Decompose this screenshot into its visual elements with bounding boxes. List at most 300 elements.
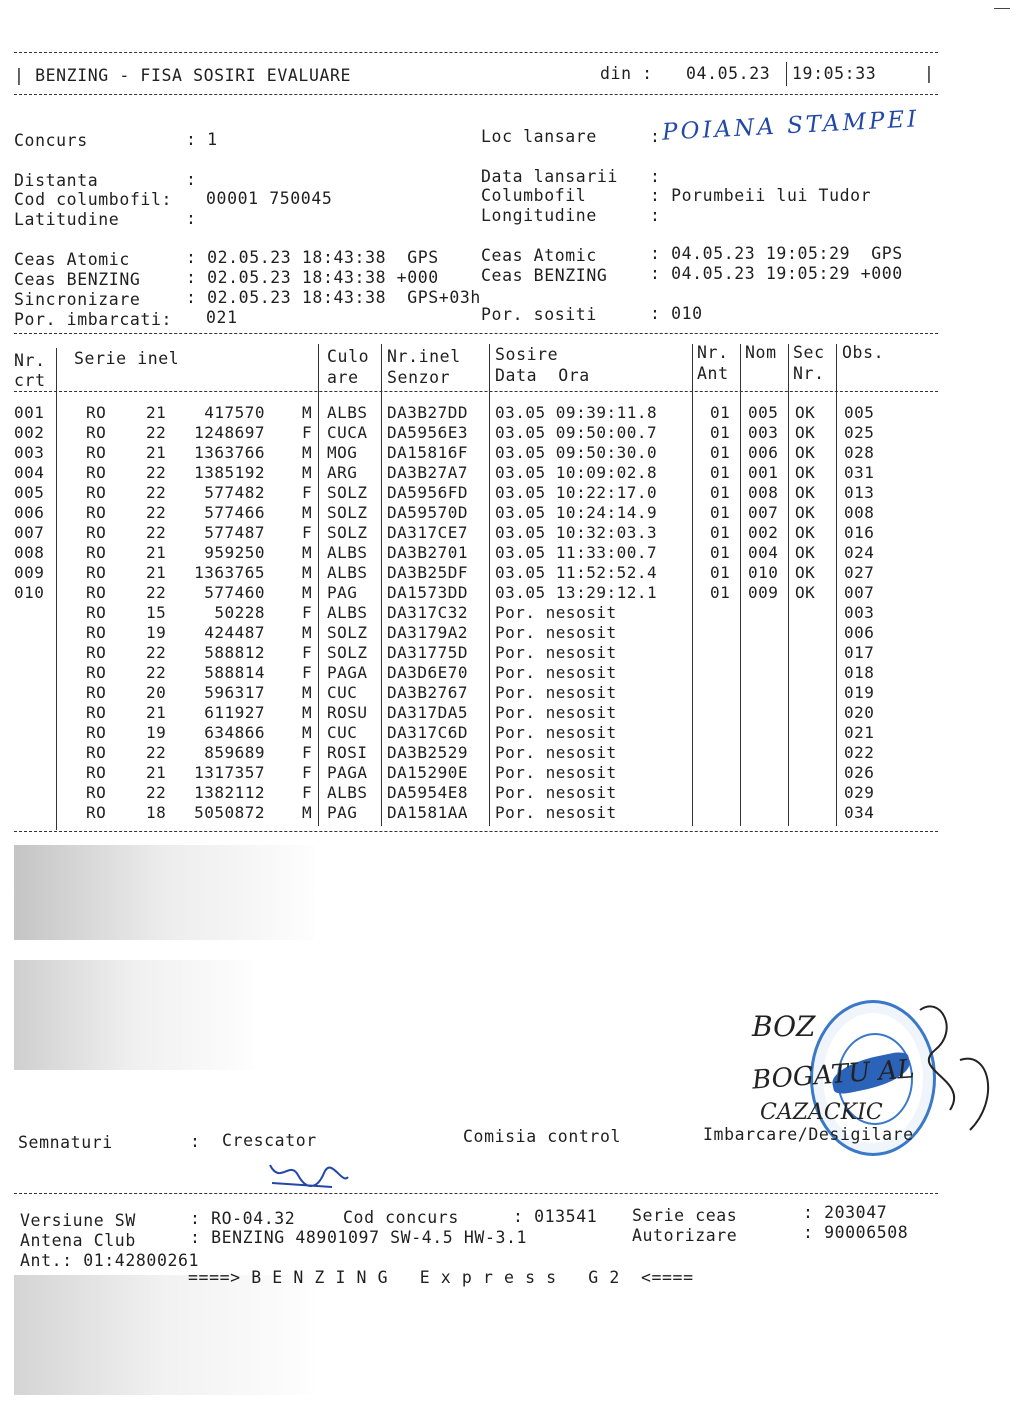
row-color: ROSI: [327, 743, 368, 762]
row-antenna: 01: [710, 403, 731, 422]
row-year: 22: [146, 663, 167, 682]
row-year: 21: [146, 543, 167, 562]
loc-lansare-label: Loc lansare: [481, 127, 597, 146]
row-arrival: Por. nesosit: [495, 783, 617, 802]
columbofil-label: Columbofil: [481, 186, 587, 205]
row-color: CUC: [327, 723, 358, 742]
row-sensor: DA3179A2: [387, 623, 469, 642]
row-arrival: 03.05 11:33:00.7: [495, 543, 658, 562]
column-separator: [489, 344, 490, 826]
row-sec: OK: [795, 543, 816, 562]
row-year: 19: [146, 623, 167, 642]
longitudine-value: :: [650, 206, 661, 225]
longitudine-label: Longitudine: [481, 206, 597, 225]
row-antenna: 01: [710, 443, 731, 462]
row-obs: 020: [844, 703, 875, 722]
row-sec: OK: [795, 423, 816, 442]
row-country: RO: [86, 583, 107, 602]
row-sensor: DA3B25DF: [387, 563, 469, 582]
row-sex: M: [302, 443, 313, 462]
ceas-benzing-start-value: : 02.05.23 18:43:38 +000: [186, 268, 439, 287]
row-arrival: Por. nesosit: [495, 663, 617, 682]
row-country: RO: [86, 503, 107, 522]
row-arrival: 03.05 09:39:11.8: [495, 403, 658, 422]
por-imbarcati-label: Por. imbarcati:: [14, 310, 173, 329]
semnaturi-label: Semnaturi: [18, 1133, 113, 1152]
row-sensor: DA3B2701: [387, 543, 469, 562]
row-sex: M: [302, 563, 313, 582]
row-arrival: Por. nesosit: [495, 723, 617, 742]
row-antenna: 01: [710, 563, 731, 582]
row-sex: M: [302, 403, 313, 422]
row-ring: 959250: [204, 543, 265, 562]
row-nom: 004: [748, 543, 779, 562]
row-sensor: DA15290E: [387, 763, 469, 782]
row-color: SOLZ: [327, 503, 368, 522]
footer-top-rule: [14, 1193, 938, 1194]
print-smudge: [14, 960, 254, 1070]
row-country: RO: [86, 443, 107, 462]
comisia-label: Comisia control: [463, 1127, 622, 1146]
col-header-senzor: Senzor: [387, 368, 451, 387]
row-year: 22: [146, 583, 167, 602]
row-color: ALBS: [327, 783, 368, 802]
row-color: SOLZ: [327, 643, 368, 662]
row-country: RO: [86, 483, 107, 502]
row-obs: 013: [844, 483, 875, 502]
ceas-benzing-end-label: Ceas BENZING: [481, 266, 608, 285]
row-ring: 577466: [204, 503, 265, 522]
row-nom: 001: [748, 463, 779, 482]
column-separator: [740, 344, 741, 826]
row-country: RO: [86, 803, 107, 822]
row-country: RO: [86, 683, 107, 702]
row-ring: 611927: [204, 703, 265, 722]
row-sensor: DA1581AA: [387, 803, 469, 822]
row-sex: M: [302, 703, 313, 722]
row-arrival: Por. nesosit: [495, 743, 617, 762]
row-sex: M: [302, 543, 313, 562]
row-sex: M: [302, 503, 313, 522]
col-header-nom: Nom: [745, 343, 777, 362]
row-antenna: 01: [710, 423, 731, 442]
row-country: RO: [86, 743, 107, 762]
row-arrival: 03.05 10:09:02.8: [495, 463, 658, 482]
row-sensor: DA59570D: [387, 503, 469, 522]
row-sensor: DA317C6D: [387, 723, 469, 742]
col-header-serie: Serie inel: [74, 349, 180, 368]
signature-name-1: BOZ: [752, 1010, 816, 1043]
antena-value: : BENZING 48901097 SW-4.5 HW-3.1: [190, 1228, 528, 1247]
row-obs: 019: [844, 683, 875, 702]
distanta-label: Distanta: [14, 171, 99, 190]
table-header-rule: [14, 391, 938, 392]
row-year: 21: [146, 403, 167, 422]
row-sec: OK: [795, 443, 816, 462]
row-antenna: 01: [710, 503, 731, 522]
row-country: RO: [86, 523, 107, 542]
row-obs: 017: [844, 643, 875, 662]
row-sensor: DA5954E8: [387, 783, 469, 802]
row-number: 001: [14, 403, 45, 422]
row-sec: OK: [795, 403, 816, 422]
row-country: RO: [86, 423, 107, 442]
row-sec: OK: [795, 463, 816, 482]
row-arrival: 03.05 09:50:30.0: [495, 443, 658, 462]
row-ring: 5050872: [194, 803, 265, 822]
row-ring: 859689: [204, 743, 265, 762]
row-color: MOG: [327, 443, 358, 462]
col-header-nrinel: Nr.inel: [387, 347, 461, 366]
report-title: | BENZING - FISA SOSIRI EVALUARE: [14, 66, 352, 85]
row-number: 002: [14, 423, 45, 442]
row-number: 009: [14, 563, 45, 582]
row-country: RO: [86, 703, 107, 722]
col-header-secnr: Nr.: [793, 364, 825, 383]
row-ring: 577487: [204, 523, 265, 542]
row-ring: 596317: [204, 683, 265, 702]
row-obs: 031: [844, 463, 875, 482]
row-ring: 634866: [204, 723, 265, 742]
columbofil-value: : Porumbeii lui Tudor: [650, 186, 872, 205]
row-ring: 1248697: [194, 423, 265, 442]
signature-name-3: CAZACKIC: [760, 1100, 883, 1125]
ant-line: Ant.: 01:42800261: [20, 1251, 200, 1270]
ceas-benzing-start-label: Ceas BENZING: [14, 270, 141, 289]
ceas-atomic-start-value: : 02.05.23 18:43:38 GPS: [186, 248, 439, 267]
row-color: SOLZ: [327, 483, 368, 502]
header-top-rule: [14, 52, 938, 53]
row-sex: F: [302, 423, 313, 442]
row-sex: F: [302, 743, 313, 762]
row-sensor: DA317C32: [387, 603, 469, 622]
row-arrival: 03.05 10:32:03.3: [495, 523, 658, 542]
row-year: 22: [146, 503, 167, 522]
row-ring: 1317357: [194, 763, 265, 782]
row-ring: 50228: [214, 603, 265, 622]
row-sex: F: [302, 643, 313, 662]
row-country: RO: [86, 603, 107, 622]
row-ring: 1385192: [194, 463, 265, 482]
row-obs: 022: [844, 743, 875, 762]
row-number: 008: [14, 543, 45, 562]
row-obs: 026: [844, 763, 875, 782]
row-obs: 003: [844, 603, 875, 622]
col-header-nr: Nr.: [14, 351, 46, 370]
row-country: RO: [86, 783, 107, 802]
row-country: RO: [86, 663, 107, 682]
row-country: RO: [86, 463, 107, 482]
row-obs: 024: [844, 543, 875, 562]
row-obs: 021: [844, 723, 875, 742]
row-sensor: DA15816F: [387, 443, 469, 462]
report-date: 04.05.23: [686, 64, 771, 83]
row-country: RO: [86, 403, 107, 422]
row-number: 003: [14, 443, 45, 462]
row-year: 21: [146, 763, 167, 782]
row-ring: 577482: [204, 483, 265, 502]
row-arrival: Por. nesosit: [495, 643, 617, 662]
row-ring: 424487: [204, 623, 265, 642]
row-obs: 029: [844, 783, 875, 802]
versiune-label: Versiune SW: [20, 1211, 136, 1230]
benzing-brand-line: ====> B E N Z I N G E x p r e s s G 2 <====: [188, 1268, 694, 1287]
cod-columbofil-label: Cod columbofil:: [14, 190, 173, 209]
por-imbarcati-value: 021: [206, 308, 238, 327]
row-sex: M: [302, 623, 313, 642]
row-sex: F: [302, 783, 313, 802]
latitudine-label: Latitudine: [14, 210, 120, 229]
column-separator: [381, 344, 382, 826]
row-sensor: DA3B2529: [387, 743, 469, 762]
row-color: ALBS: [327, 603, 368, 622]
row-year: 22: [146, 643, 167, 662]
por-sositi-value: : 010: [650, 304, 703, 323]
header-end-bar: |: [924, 64, 935, 83]
crescator-label: Crescator: [222, 1131, 317, 1150]
row-sec: OK: [795, 523, 816, 542]
concurs-value: : 1: [186, 130, 218, 149]
column-separator: [56, 348, 57, 830]
row-arrival: 03.05 11:52:52.4: [495, 563, 658, 582]
autorizare-value: : 90006508: [803, 1223, 909, 1242]
column-separator: [788, 344, 789, 826]
row-sensor: DA5956FD: [387, 483, 469, 502]
latitudine-value: :: [186, 209, 197, 228]
serie-ceas-value: : 203047: [803, 1203, 888, 1222]
row-sensor: DA1573DD: [387, 583, 469, 602]
row-ring: 588814: [204, 663, 265, 682]
serie-ceas-label: Serie ceas: [632, 1206, 738, 1225]
row-year: 21: [146, 443, 167, 462]
concurs-label: Concurs: [14, 131, 88, 150]
corner-mark: [994, 8, 1010, 9]
row-sex: F: [302, 603, 313, 622]
row-arrival: Por. nesosit: [495, 683, 617, 702]
header-separator: [786, 62, 787, 86]
row-year: 19: [146, 723, 167, 742]
autorizare-label: Autorizare: [632, 1226, 738, 1245]
row-sensor: DA317DA5: [387, 703, 469, 722]
ceas-atomic-end-value: : 04.05.23 19:05:29 GPS: [650, 244, 903, 263]
row-sex: M: [302, 723, 313, 742]
row-year: 22: [146, 783, 167, 802]
row-number: 010: [14, 583, 45, 602]
row-arrival: Por. nesosit: [495, 603, 617, 622]
header-bottom-rule: [14, 94, 938, 95]
signature-name-2: BOGATU AL: [751, 1054, 916, 1096]
row-color: PAG: [327, 583, 358, 602]
row-sensor: DA31775D: [387, 643, 469, 662]
row-nom: 006: [748, 443, 779, 462]
row-country: RO: [86, 723, 107, 742]
row-arrival: Por. nesosit: [495, 803, 617, 822]
row-obs: 016: [844, 523, 875, 542]
row-country: RO: [86, 543, 107, 562]
row-year: 20: [146, 683, 167, 702]
row-obs: 025: [844, 423, 875, 442]
row-sensor: DA3B27DD: [387, 403, 469, 422]
crescator-signature: [262, 1155, 352, 1195]
row-arrival: 03.05 10:22:17.0: [495, 483, 658, 502]
cod-concurs-label: Cod concurs: [343, 1208, 459, 1227]
ceas-atomic-start-label: Ceas Atomic: [14, 250, 130, 269]
row-arrival: 03.05 09:50:00.7: [495, 423, 658, 442]
row-antenna: 01: [710, 483, 731, 502]
row-sex: M: [302, 803, 313, 822]
row-number: 006: [14, 503, 45, 522]
signature-scribble: [900, 990, 1020, 1150]
ceas-atomic-end-label: Ceas Atomic: [481, 246, 597, 265]
row-sec: OK: [795, 483, 816, 502]
loc-lansare-handwritten: POIANA STAMPEI: [661, 106, 920, 146]
print-smudge: [14, 845, 314, 940]
row-sex: F: [302, 663, 313, 682]
row-ring: 1363766: [194, 443, 265, 462]
row-country: RO: [86, 643, 107, 662]
col-header-sosire: Sosire: [495, 345, 559, 364]
row-year: 15: [146, 603, 167, 622]
cod-concurs-value: : 013541: [513, 1207, 598, 1226]
col-header-data-ora: Data Ora: [495, 366, 590, 385]
row-antenna: 01: [710, 583, 731, 602]
row-sex: F: [302, 483, 313, 502]
row-obs: 028: [844, 443, 875, 462]
row-nom: 002: [748, 523, 779, 542]
row-color: SOLZ: [327, 523, 368, 542]
row-ring: 588812: [204, 643, 265, 662]
report-time: 19:05:33: [792, 64, 877, 83]
col-header-ant: Ant: [697, 364, 729, 383]
imbarcare-label: Imbarcare/Desigilare: [703, 1125, 914, 1144]
row-sensor: DA5956E3: [387, 423, 469, 442]
row-color: ARG: [327, 463, 358, 482]
table-top-rule: [14, 333, 938, 334]
row-obs: 018: [844, 663, 875, 682]
report-date-label: din :: [600, 64, 653, 83]
row-sex: M: [302, 683, 313, 702]
row-nom: 005: [748, 403, 779, 422]
row-sensor: DA317CE7: [387, 523, 469, 542]
column-separator: [692, 344, 693, 826]
row-year: 22: [146, 423, 167, 442]
row-obs: 006: [844, 623, 875, 642]
row-ring: 1363765: [194, 563, 265, 582]
row-sex: M: [302, 583, 313, 602]
row-year: 22: [146, 463, 167, 482]
sincronizare-label: Sincronizare: [14, 290, 141, 309]
loc-lansare-value: :: [650, 127, 661, 146]
row-arrival: Por. nesosit: [495, 763, 617, 782]
row-nom: 009: [748, 583, 779, 602]
row-color: PAG: [327, 803, 358, 822]
row-year: 22: [146, 743, 167, 762]
row-arrival: Por. nesosit: [495, 623, 617, 642]
col-header-nrant: Nr.: [697, 343, 729, 362]
por-sositi-label: Por. sositi: [481, 305, 597, 324]
row-year: 22: [146, 483, 167, 502]
cod-columbofil-value: 00001 750045: [206, 189, 333, 208]
row-year: 18: [146, 803, 167, 822]
col-header-sec: Sec: [793, 343, 825, 362]
row-ring: 417570: [204, 403, 265, 422]
row-color: CUC: [327, 683, 358, 702]
row-number: 005: [14, 483, 45, 502]
row-arrival: 03.05 13:29:12.1: [495, 583, 658, 602]
col-header-culo: Culo: [327, 347, 370, 366]
distanta-value: :: [186, 170, 197, 189]
col-header-crt: crt: [14, 371, 46, 390]
row-color: ALBS: [327, 563, 368, 582]
table-bottom-rule: [14, 831, 938, 832]
row-arrival: 03.05 10:24:14.9: [495, 503, 658, 522]
row-ring: 577460: [204, 583, 265, 602]
row-number: 004: [14, 463, 45, 482]
row-sec: OK: [795, 503, 816, 522]
row-sex: M: [302, 463, 313, 482]
row-country: RO: [86, 763, 107, 782]
row-obs: 007: [844, 583, 875, 602]
row-nom: 007: [748, 503, 779, 522]
row-obs: 027: [844, 563, 875, 582]
semnaturi-colon: :: [190, 1132, 201, 1151]
row-color: SOLZ: [327, 623, 368, 642]
row-obs: 034: [844, 803, 875, 822]
row-sensor: DA3B27A7: [387, 463, 469, 482]
row-antenna: 01: [710, 523, 731, 542]
row-color: ROSU: [327, 703, 368, 722]
row-obs: 005: [844, 403, 875, 422]
row-obs: 008: [844, 503, 875, 522]
column-separator: [318, 344, 319, 826]
data-lansarii-label: Data lansarii: [481, 167, 618, 186]
row-sec: OK: [795, 563, 816, 582]
data-lansarii-value: :: [650, 167, 661, 186]
col-header-are: are: [327, 368, 359, 387]
column-separator: [836, 344, 837, 826]
row-color: PAGA: [327, 763, 368, 782]
row-year: 22: [146, 523, 167, 542]
row-sensor: DA3B2767: [387, 683, 469, 702]
col-header-obs: Obs.: [842, 343, 885, 362]
row-year: 21: [146, 563, 167, 582]
row-country: RO: [86, 563, 107, 582]
ceas-benzing-end-value: : 04.05.23 19:05:29 +000: [650, 264, 903, 283]
antena-label: Antena Club: [20, 1231, 136, 1250]
print-smudge: [14, 1275, 314, 1395]
row-color: CUCA: [327, 423, 368, 442]
row-color: ALBS: [327, 543, 368, 562]
row-antenna: 01: [710, 543, 731, 562]
sincronizare-value: : 02.05.23 18:43:38 GPS+03h: [186, 288, 481, 307]
row-color: ALBS: [327, 403, 368, 422]
row-nom: 010: [748, 563, 779, 582]
row-ring: 1382112: [194, 783, 265, 802]
row-sex: F: [302, 523, 313, 542]
row-nom: 008: [748, 483, 779, 502]
versiune-value: : RO-04.32: [190, 1209, 296, 1228]
row-sex: F: [302, 763, 313, 782]
row-number: 007: [14, 523, 45, 542]
row-antenna: 01: [710, 463, 731, 482]
row-color: PAGA: [327, 663, 368, 682]
row-sec: OK: [795, 583, 816, 602]
row-year: 21: [146, 703, 167, 722]
row-nom: 003: [748, 423, 779, 442]
row-sensor: DA3D6E70: [387, 663, 469, 682]
row-country: RO: [86, 623, 107, 642]
row-arrival: Por. nesosit: [495, 703, 617, 722]
